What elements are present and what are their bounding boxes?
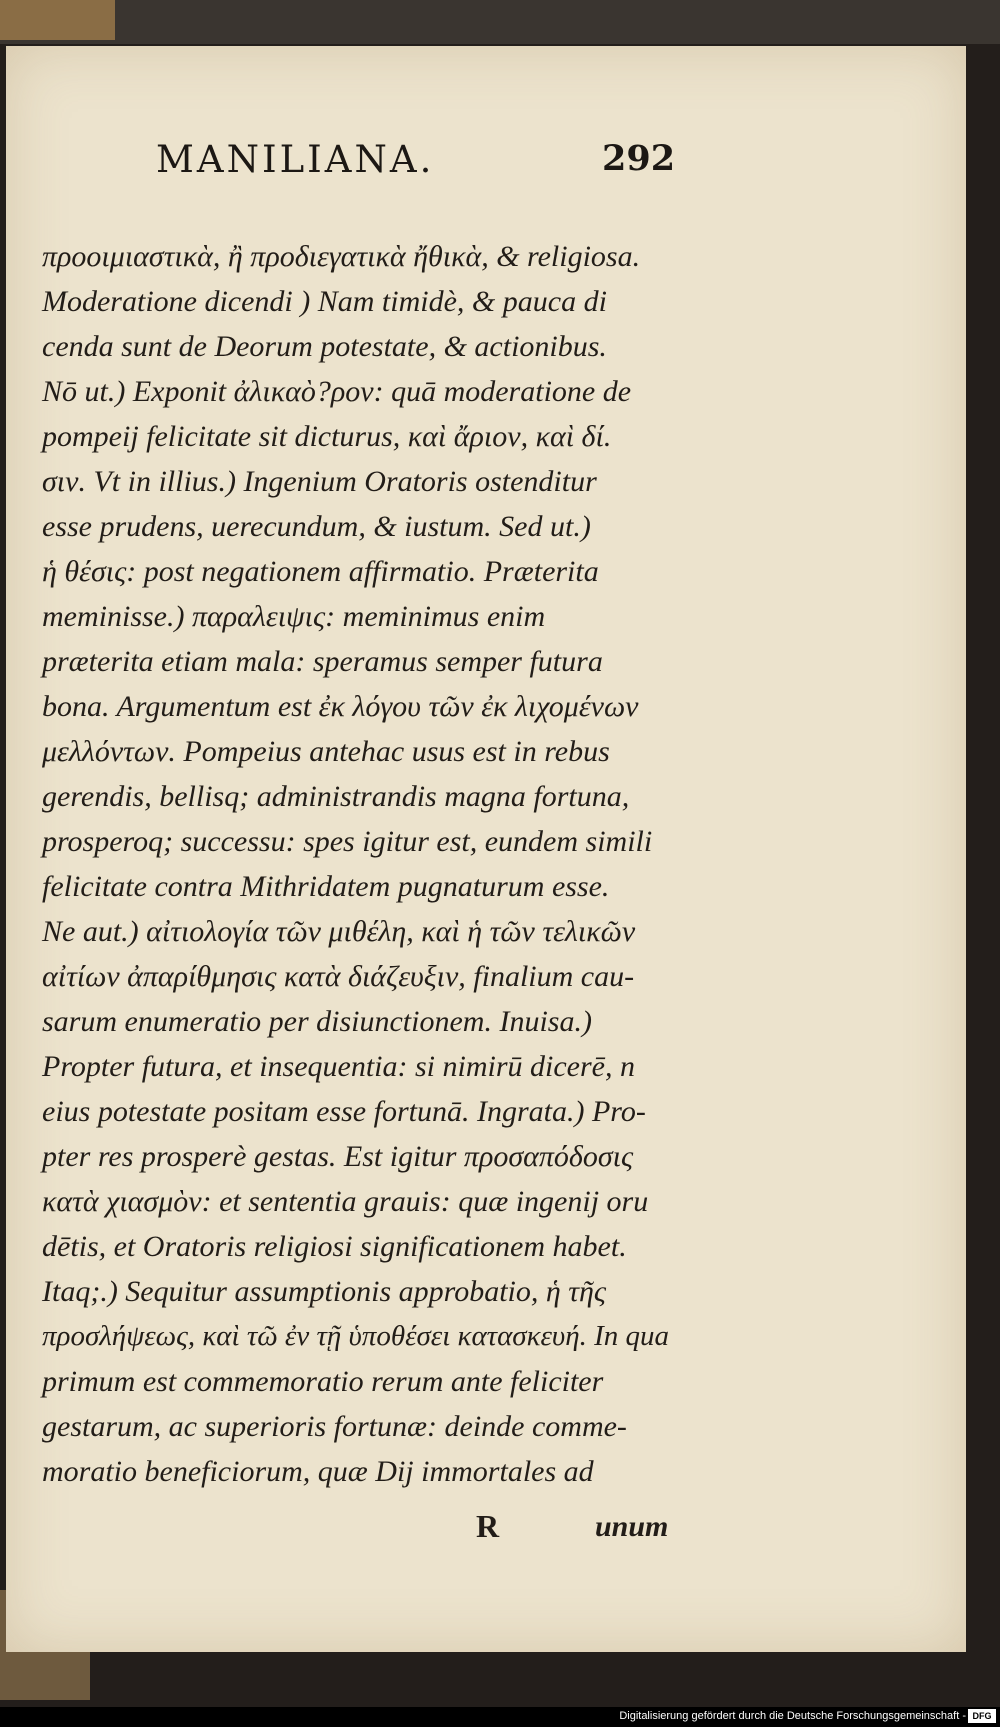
text-line: μελλόντων. Pompeius antehac usus est in rebus	[42, 735, 610, 768]
text-line: sarum enumeratio per disiunctionem. Inuisa.)	[42, 1005, 592, 1038]
text-line: αἰτίων ἀπαρίθμησις κατὰ διάζευξιν, finalium cau-	[42, 960, 635, 993]
text-line: pompeij felicitate sit dicturus, καὶ ἄριον, καὶ δί.	[42, 420, 612, 453]
text-line: Nō ut.) Exponit ἀλικαὸ?ρον: quā moderatione de	[42, 375, 632, 408]
text-line: bona. Argumentum est ἐκ λόγου τῶν ἐκ λιχομένων	[42, 690, 639, 723]
text-line: gerendis, bellisq; administrandis magna fortuna,	[42, 780, 630, 813]
text-line: moratio beneficiorum, quæ Dij immortales ad	[42, 1455, 594, 1488]
book-page	[6, 46, 966, 1652]
text-line: prosperoq; successu: spes igitur est, eundem simili	[42, 825, 653, 858]
text-line: cenda sunt de Deorum potestate, & actionibus.	[42, 330, 607, 363]
text-line: esse prudens, uerecundum, & iustum. Sed ut.)	[42, 510, 591, 543]
text-line: primum est commemoratio rerum ante feliciter	[42, 1365, 604, 1398]
text-line: meminisse.) παραλειψις: meminimus enim	[42, 600, 546, 633]
text-line: προσλήψεως, καὶ τῶ ἐν τῇ ὑποθέσει κατασκευή. In qua	[42, 1320, 670, 1352]
dfg-logo: DFG	[968, 1709, 996, 1723]
text-line: pter res prosperè gestas. Est igitur προσαπόδοσις	[42, 1140, 634, 1173]
text-line: Propter futura, et insequentia: si nimirū dicerē, n	[42, 1050, 635, 1083]
text-line: Moderatione dicendi ) Nam timidè, & pauca di	[42, 285, 607, 318]
catchword: unum	[595, 1510, 669, 1543]
text-line: felicitate contra Mithridatem pugnaturum esse.	[42, 870, 610, 903]
signature-mark: R	[476, 1508, 500, 1544]
text-line: Itaq;.) Sequitur assumptionis approbatio, ἡ τῆς	[42, 1275, 607, 1308]
text-line: Ne aut.) αἰτιολογία τῶν μιθέλη, καὶ ἡ τῶν τελικῶν	[42, 915, 636, 948]
text-line: gestarum, ac superioris fortunæ: deinde comme-	[42, 1410, 627, 1443]
text-line: ἡ θέσις: post negationem affirmatio. Præterita	[42, 555, 599, 588]
text-line: eius potestate positam esse fortunā. Ingrata.) Pro-	[42, 1095, 646, 1128]
binding-edge-top	[0, 0, 115, 40]
book-edge-top	[0, 0, 1000, 44]
text-line: προοιμιαστικὰ, ἢ προδιεγατικὰ ἤθικὰ, & religiosa.	[42, 240, 641, 273]
running-head: MANILIANA.	[156, 138, 435, 181]
page-number: 292	[602, 138, 676, 179]
text-line: κατὰ χιασμὸν: et sententia grauis: quæ ingenij oru	[42, 1185, 649, 1218]
funding-credit: Digitalisierung gefördert durch die Deutsche Forschungsgemeinschaft -	[619, 1710, 966, 1722]
text-line: præterita etiam mala: speramus semper futura	[42, 645, 603, 678]
text-line: σιν. Vt in illius.) Ingenium Oratoris ostenditur	[42, 465, 597, 498]
text-line: dētis, et Oratoris religiosi significationem habet.	[42, 1230, 627, 1263]
